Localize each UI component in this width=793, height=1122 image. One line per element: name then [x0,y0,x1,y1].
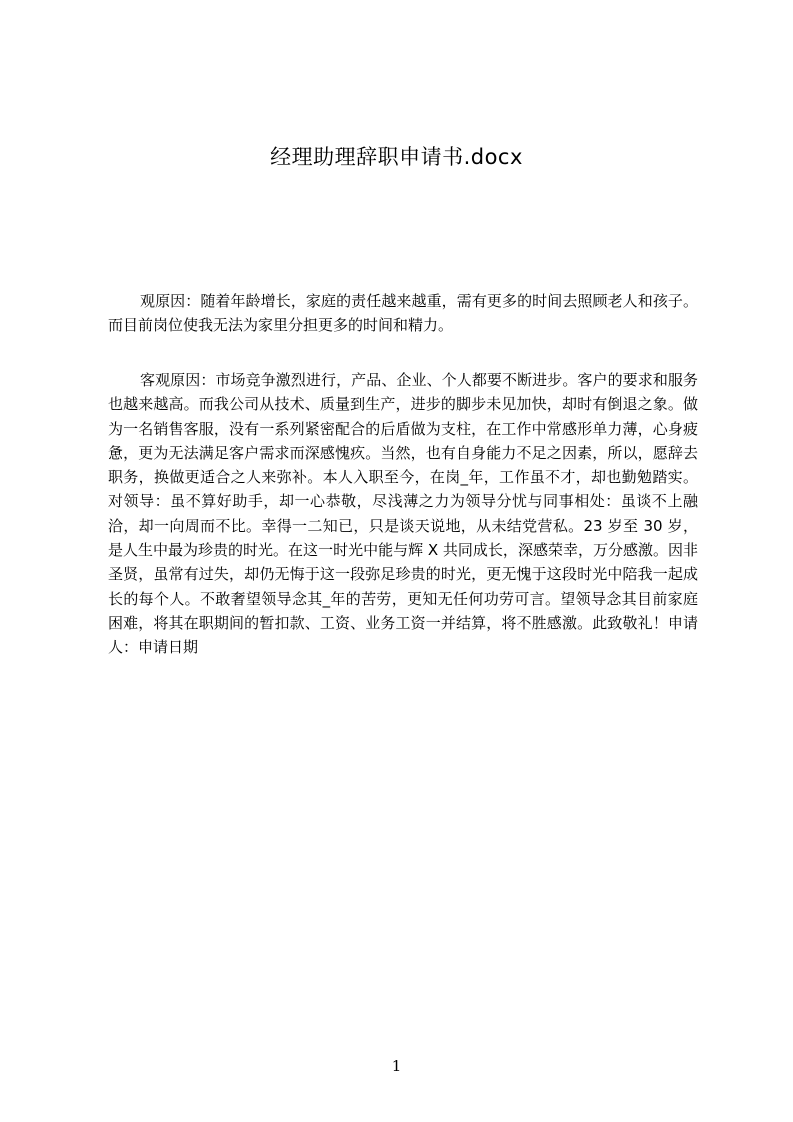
paragraph-objective-reasons: 客观原因：市场竞争激烈进行，产品、企业、个人都要不断进步。客户的要求和服务也越来越高。而我公司从技术、质量到生产，进步的脚步未见加快，却时有倒退之象。做为一名销售客服，没有一系列紧密配合的后盾做为支柱，在工作中常感形单力薄，心身疲惫，更为无法满足客户需求而深感愧疚。当然，也有自身能力不足之因素，所以，愿辞去职务，换做更适合之人来弥补。本人入职至今，在岗_年，工作虽不才，却也勤勉踏实。对领导：虽不算好助手，却一心恭敬，尽浅薄之力为领导分忧与同事相处：虽谈不上融洽，却一向周而不比。幸得一二知已，只是谈天说地，从未结党营私。23 岁至 30 岁，是人生中最为珍贵的时光。在这一时光中能与辉 X 共同成长，深感荣幸，万分感激。因非圣贤，虽常有过失，却仍无悔于这一段弥足珍贵的时光，更无愧于这段时光中陪我一起成长的每个人。不敢奢望领导念其_年的苦劳，更知无任何功劳可言。望领导念其目前家庭困难，将其在职期间的暂扣款、工资、业务工资一并结算，将不胜感激。此致敬礼！申请人：申请日期 [108,371,698,657]
paragraph-personal-reasons: 观原因：随着年龄增长，家庭的责任越来越重，需有更多的时间去照顾老人和孩子。而目前岗位使我无法为家里分担更多的时间和精力。 [108,292,698,335]
page-number: 1 [391,1057,402,1075]
document-title: 经理助理辞职申请书.docx [270,145,523,169]
